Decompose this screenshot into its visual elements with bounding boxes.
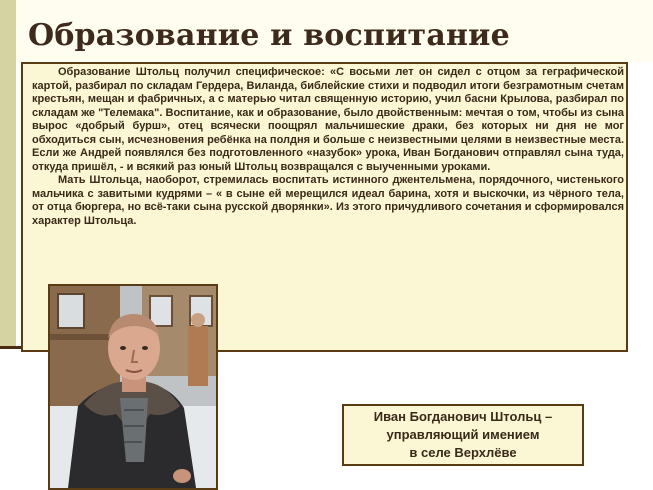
paragraph-education: Образование Штольц получил специфическое: «С восьми лет он сидел с отцом за геграфической картой, разбирал по складам Гердера, Виланда, библейские стихи и подводил итоги безграмотным счетам крестьян, мещан и фабричных, а с матерью читал священную историю, учил басни Крылова, разбирал по складам же "Телемака". Воспитание, как и образование, было двойственным: мечтая о том, чтобы из сына вырос «добрый бурш», отец всячески поощрял мальчишеские драки, без которых ни дня не мог обходиться сын, исчезновения ребёнка на полдня и больше с неизвестными целями в неизвестные места. Если же Андрей появлялся без подготовленного «назубок» урока, Иван Богданович отправлял сына туда, откуда пришёл, - и всякий раз юный Штольц возвращался с выученными уроками. bbox=[32, 66, 624, 173]
slide-title: Образование и воспитание bbox=[28, 18, 510, 53]
left-decor-band bbox=[0, 0, 16, 348]
panel-text bbox=[32, 66, 624, 228]
caption-box bbox=[342, 404, 584, 466]
portrait-photo bbox=[48, 284, 218, 490]
paragraph-mother: Мать Штольца, наоборот, стремилась воспитать истинного джентельмена, порядочного, чистенького мальчика с завитыми кудрями – « в сыне ей мерещился идеал барина, хотя и выскочки, из чёрного тела, от отца бюргера, но всё-таки сына русской дворянки». Из этого причудливого сочетания и сформировался характер Штольца. bbox=[32, 174, 624, 227]
caption-line-name: Иван Богданович Штольц – bbox=[373, 409, 553, 424]
caption-line-place: в селе Верхлёве bbox=[409, 445, 517, 460]
caption-text bbox=[374, 408, 552, 462]
caption-line-role: управляющий имением bbox=[386, 427, 540, 442]
